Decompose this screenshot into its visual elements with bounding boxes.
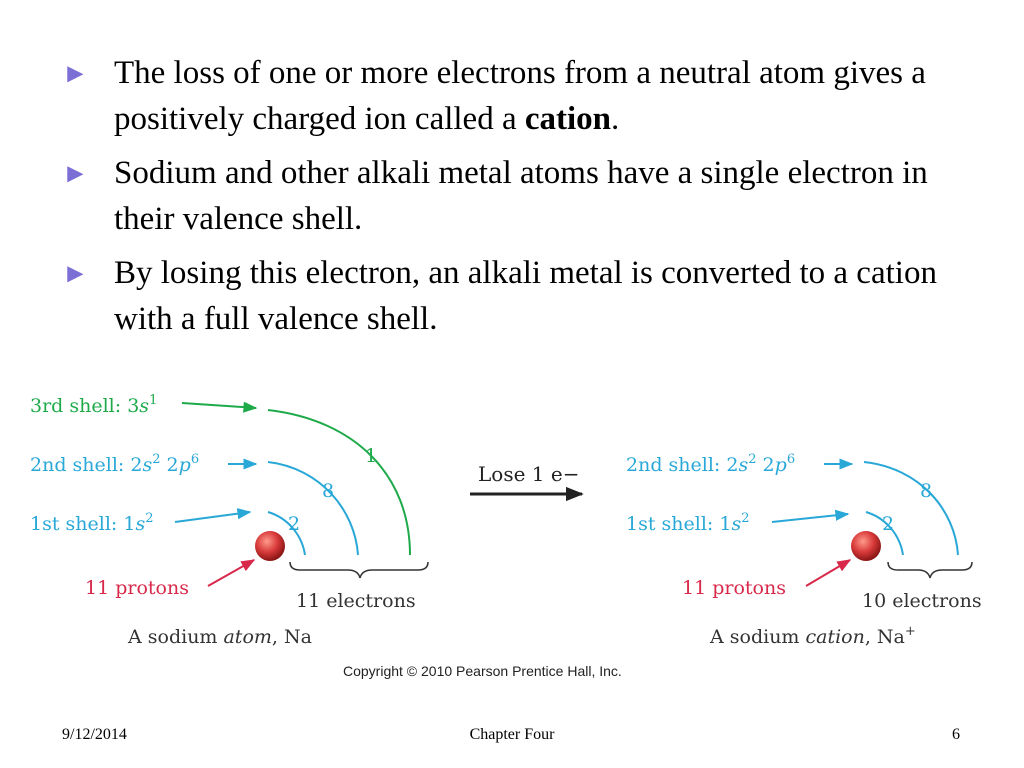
cation-shell2-label: 2nd shell: $2s^2$ $2p^6$ xyxy=(626,452,796,476)
shell1-pointer-arrow xyxy=(175,512,250,522)
bullet-text: By losing this electron, an alkali metal is converted to a cation with a full valence shell. xyxy=(114,255,937,337)
cation-electrons-brace xyxy=(888,562,972,578)
sodium-atom xyxy=(30,393,428,648)
shell1-label: 1st shell: $1s^2$ xyxy=(30,511,154,535)
sodium-ionization-diagram xyxy=(0,370,1024,700)
cation-shell1-electron-count: 2 xyxy=(882,513,895,535)
bullet-item xyxy=(62,50,962,142)
sodium-cation xyxy=(626,452,982,648)
bullet-marker-icon: ► xyxy=(62,258,89,288)
bullet-item xyxy=(62,250,962,342)
electrons-brace xyxy=(290,562,428,578)
cation-caption: A sodium cation, Na+ xyxy=(710,624,916,648)
cation-protons-pointer-arrow xyxy=(806,560,850,586)
bullet-marker-icon: ► xyxy=(62,158,89,188)
atom-caption: A sodium atom, Na xyxy=(128,626,312,648)
electrons-label: 11 electrons xyxy=(296,590,416,612)
shell2-label: 2nd shell: $2s^2$ $2p^6$ xyxy=(30,452,200,476)
shell3-pointer-arrow xyxy=(182,403,256,408)
cation-electrons-label: 10 electrons xyxy=(862,590,982,612)
bullet-bold-term: cation xyxy=(524,101,612,137)
protons-pointer-arrow xyxy=(208,560,254,586)
bullet-text: Sodium and other alkali metal atoms have a single electron in their valence shell. xyxy=(114,155,928,237)
shell3-label: 3rd shell: $3s^1$ xyxy=(30,393,158,417)
bullet-list xyxy=(62,50,962,350)
shell3-electron-count: 1 xyxy=(365,445,378,467)
cation-nucleus-icon xyxy=(851,531,881,561)
bullet-item xyxy=(62,150,962,242)
cation-shell2-electron-count: 8 xyxy=(920,480,933,502)
footer-title: Chapter Four xyxy=(469,726,555,743)
shell2-electron-count: 8 xyxy=(322,480,335,502)
bullet-text: The loss of one or more electrons from a neutral atom gives a positively charged ion called a xyxy=(114,55,926,137)
copyright-notice: Copyright © 2010 Pearson Prentice Hall, Inc. xyxy=(343,663,622,679)
cation-protons-label: 11 protons xyxy=(682,577,786,599)
reaction-label: Lose 1 e− xyxy=(478,462,580,486)
nucleus-icon xyxy=(255,531,285,561)
bullet-marker-icon: ► xyxy=(62,58,89,88)
footer-date: 9/12/2014 xyxy=(62,726,127,743)
shell1-electron-count: 2 xyxy=(288,513,301,535)
bullet-text-end: . xyxy=(611,101,620,137)
reaction-arrow xyxy=(470,462,582,494)
footer-page-number: 6 xyxy=(952,726,960,743)
protons-label: 11 protons xyxy=(85,577,189,599)
cation-shell1-label: 1st shell: $1s^2$ xyxy=(626,511,750,535)
cation-shell1-pointer-arrow xyxy=(772,514,848,522)
